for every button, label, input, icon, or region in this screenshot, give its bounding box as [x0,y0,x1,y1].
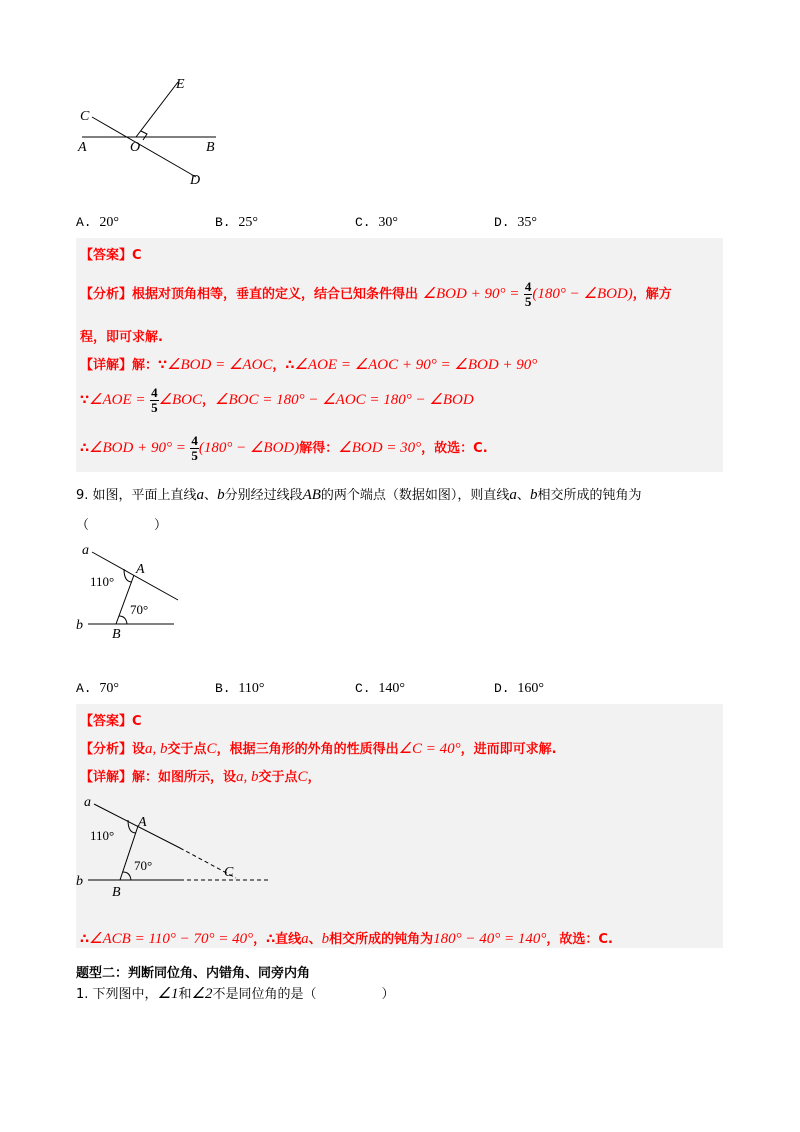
q9-option-c: C. 140° [355,681,406,696]
q9-solution-panel [76,704,723,948]
label-d: D [190,173,201,188]
figure-q9 [72,540,192,645]
q9-option-d: D. 160° [494,681,545,696]
label-b: B [206,140,215,155]
label-b-line: b [76,874,83,889]
label-angle-70: 70° [130,602,149,617]
q8-option-a: A. 20° [76,215,120,230]
q9-final: ∴∠ACB = 110° − 70° = 40°，∴直线a、b相交所成的钝角为180° − 40° = 140°，故选：C. [80,931,613,947]
label-e: E [176,77,185,92]
q8-analysis-line2: 程，即可求解. [80,330,163,345]
q8-solution-panel [76,238,723,472]
label-a-line: a [84,795,91,810]
label-angle-70: 70° [134,858,153,873]
right-angle-mark [141,131,147,140]
section-title: 题型二：判断同位角、内错角、同旁内角 [76,966,311,981]
q9-detail: 【详解】解：如图所示，设a, b交于点C， [80,769,321,785]
q9-analysis: 【分析】设a, b交于点C，根据三角形的外角的性质得出∠C = 40°，进而即可求解. [80,741,557,757]
q8-detail-line1: 【详解】解：∵∠BOD = ∠AOC，∴∠AOE = ∠AOC + 90° = ∠BOD + 90° [80,357,538,373]
figure-angles-o [70,72,230,192]
q8-option-c: C. 30° [355,215,399,230]
q8-analysis-fraction: $\frac{4}{5}$ [524,279,532,309]
q9-answer: 【答案】C [80,714,142,729]
q9-blank: （ ） [76,518,168,533]
q9-stem: 9. 如图，平面上直线a、b分别经过线段AB的两个端点（数据如图），则直线a、b相交所成的钝角为 [76,487,642,503]
ray-oe [136,82,178,137]
label-point-a: A [136,562,145,577]
label-point-b: B [112,627,121,642]
section-q1: 1. 下列图中，∠1和∠2不是同位角的是（ ） [76,986,395,1002]
label-b-line: b [76,618,83,633]
angle-arc-b [119,616,127,624]
q8-answer: 【答案】C [80,248,142,263]
q8-option-d: D. 35° [494,215,538,230]
q9-option-a: A. 70° [76,681,120,696]
label-a-line: a [82,543,89,558]
angle-arc-b [123,872,131,880]
q8-detail-line3: ∴∠BOD + 90° = $\frac{4}{5}$ (180° − ∠BOD)解得：∠BOD = 30°，故选：C. [80,433,488,463]
label-angle-110: 110° [90,828,115,843]
label-point-a: A [138,815,147,830]
q8-option-b: B. 25° [215,215,259,230]
label-angle-110: 110° [90,574,115,589]
label-c: C [80,109,90,124]
q8-analysis-line1: 【分析】根据对顶角相等，垂直的定义，结合已知条件得出 ∠BOD + 90° = $\frac{4}{5}$ (180° − ∠BOD)，解方 [80,279,672,309]
q8-detail-line2: ∵∠AOE = $\frac{4}{5}$ ∠BOC，∠BOC = 180° − ∠AOC = 180° − ∠BOD [80,385,474,415]
label-a: A [78,140,87,155]
q9-option-b: B. 110° [215,681,265,696]
label-point-b: B [112,885,121,900]
label-point-c: C [224,865,234,880]
label-o: O [130,140,141,155]
figure-q9-extended [76,792,276,904]
